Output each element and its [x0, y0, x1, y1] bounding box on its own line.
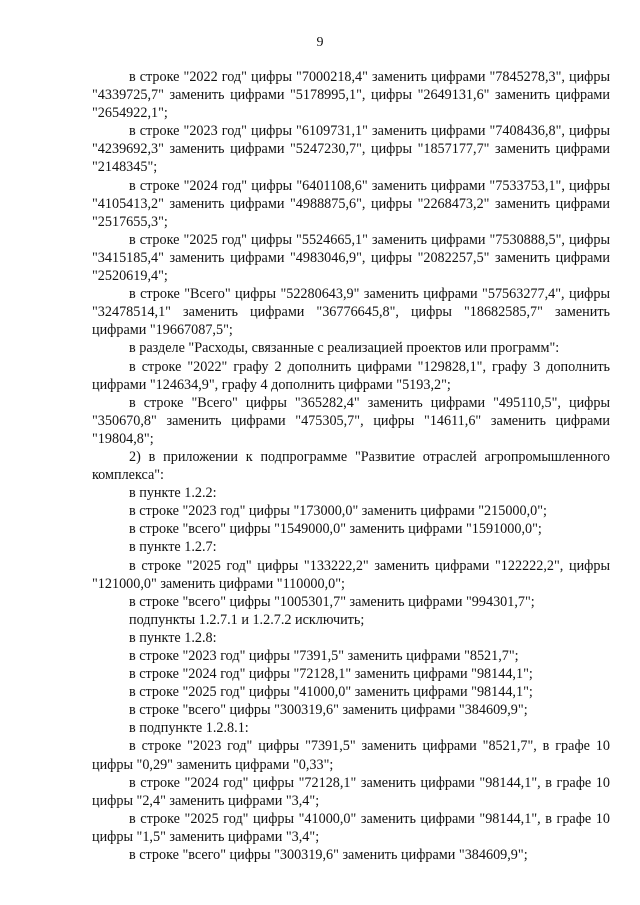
paragraph-expenses-2022: в строке "2022" графу 2 дополнить цифрами "129828,1", графу 3 дополнить цифрами "124634,9", графу 4 дополнить цифрами "5193,2";: [92, 358, 610, 393]
paragraph-1-2-7-row-2025: в строке "2025 год" цифры "133222,2" заменить цифрами "122222,2", цифры "121000,0" заменить цифрами "110000,0";: [92, 557, 610, 592]
paragraph-1-2-2-row-2023: в строке "2023 год" цифры "173000,0" заменить цифрами "215000,0";: [129, 503, 547, 520]
paragraph-subitem-1-2-8-1: в подпункте 1.2.8.1:: [129, 720, 249, 737]
paragraph-row-total: в строке "Всего" цифры "52280643,9" заменить цифрами "57563277,4", цифры "32478514,1" заменить цифрами "36776645,8", цифры "18682585,7" заменить цифрами "19667087,5";: [92, 286, 610, 339]
paragraph-expenses-total: в строке "Всего" цифры "365282,4" заменить цифрами "495110,5", цифры "350670,8" заменить цифрами "475305,7", цифры "14611,6" заменить цифрами "19804,8";: [92, 394, 610, 447]
paragraph-1-2-8-row-2025: в строке "2025 год" цифры "41000,0" заменить цифрами "98144,1";: [129, 684, 533, 701]
paragraph-row-2024: в строке "2024 год" цифры "6401108,6" заменить цифрами "7533753,1", цифры "4105413,2" заменить цифрами "4988875,6", цифры "2268473,2" заменить цифрами "2517655,3";: [92, 177, 610, 230]
paragraph-1-2-2-row-total: в строке "всего" цифры "1549000,0" заменить цифрами "1591000,0";: [129, 521, 542, 538]
document-body: [92, 68, 610, 864]
paragraph-row-2025: в строке "2025 год" цифры "5524665,1" заменить цифрами "7530888,5", цифры "3415185,4" заменить цифрами "4983046,9", цифры "2082257,5" заменить цифрами "2520619,4";: [92, 231, 610, 285]
paragraph-subitems-excluded: подпункты 1.2.7.1 и 1.2.7.2 исключить;: [129, 611, 365, 628]
paragraph-row-2023: в строке "2023 год" цифры "6109731,1" заменить цифрами "7408436,8", цифры "4239692,3" заменить цифрами "5247230,7", цифры "1857177,7" заменить цифрами "2148345";: [92, 123, 610, 176]
paragraph-1-2-7-row-total: в строке "всего" цифры "1005301,7" заменить цифрами "994301,7";: [129, 593, 535, 610]
paragraph-1-2-8-1-row-2024: в строке "2024 год" цифры "72128,1" заменить цифрами "98144,1", в графе 10 цифры "2,4" заменить цифрами "3,4";: [92, 774, 610, 809]
paragraph-1-2-8-1-row-total: в строке "всего" цифры "300319,6" заменить цифрами "384609,9";: [129, 847, 528, 864]
page-number: 9: [316, 35, 324, 50]
paragraph-1-2-8-row-2023: в строке "2023 год" цифры "7391,5" заменить цифрами "8521,7";: [129, 648, 519, 664]
paragraph-row-2022: в строке "2022 год" цифры "7000218,4" заменить цифрами "7845278,3", цифры "4339725,7" заменить цифрами "5178995,1", цифры "2649131,6" заменить цифрами "2654922,1";: [92, 69, 610, 122]
paragraph-item-1-2-8: в пункте 1.2.8:: [129, 629, 217, 646]
paragraph-appendix-heading: 2) в приложении к подпрограмме "Развитие отраслей агропромышленного комплекса":: [92, 448, 610, 484]
paragraph-item-1-2-7: в пункте 1.2.7:: [129, 539, 217, 556]
paragraph-1-2-8-1-row-2025: в строке "2025 год" цифры "41000,0" заменить цифрами "98144,1", в графе 10 цифры "1,5" заменить цифрами "3,4";: [92, 810, 610, 845]
paragraph-item-1-2-2: в пункте 1.2.2:: [129, 485, 217, 502]
paragraph-section-expenses: в разделе "Расходы, связанные с реализацией проектов или программ":: [129, 340, 560, 357]
paragraph-1-2-8-row-2024: в строке "2024 год" цифры "72128,1" заменить цифрами "98144,1";: [129, 666, 533, 683]
paragraph-1-2-8-1-row-2023: в строке "2023 год" цифры "7391,5" заменить цифрами "8521,7", в графе 10 цифры "0,29" заменить цифрами "0,33";: [92, 738, 610, 773]
paragraph-1-2-8-row-total: в строке "всего" цифры "300319,6" заменить цифрами "384609,9";: [129, 702, 528, 719]
